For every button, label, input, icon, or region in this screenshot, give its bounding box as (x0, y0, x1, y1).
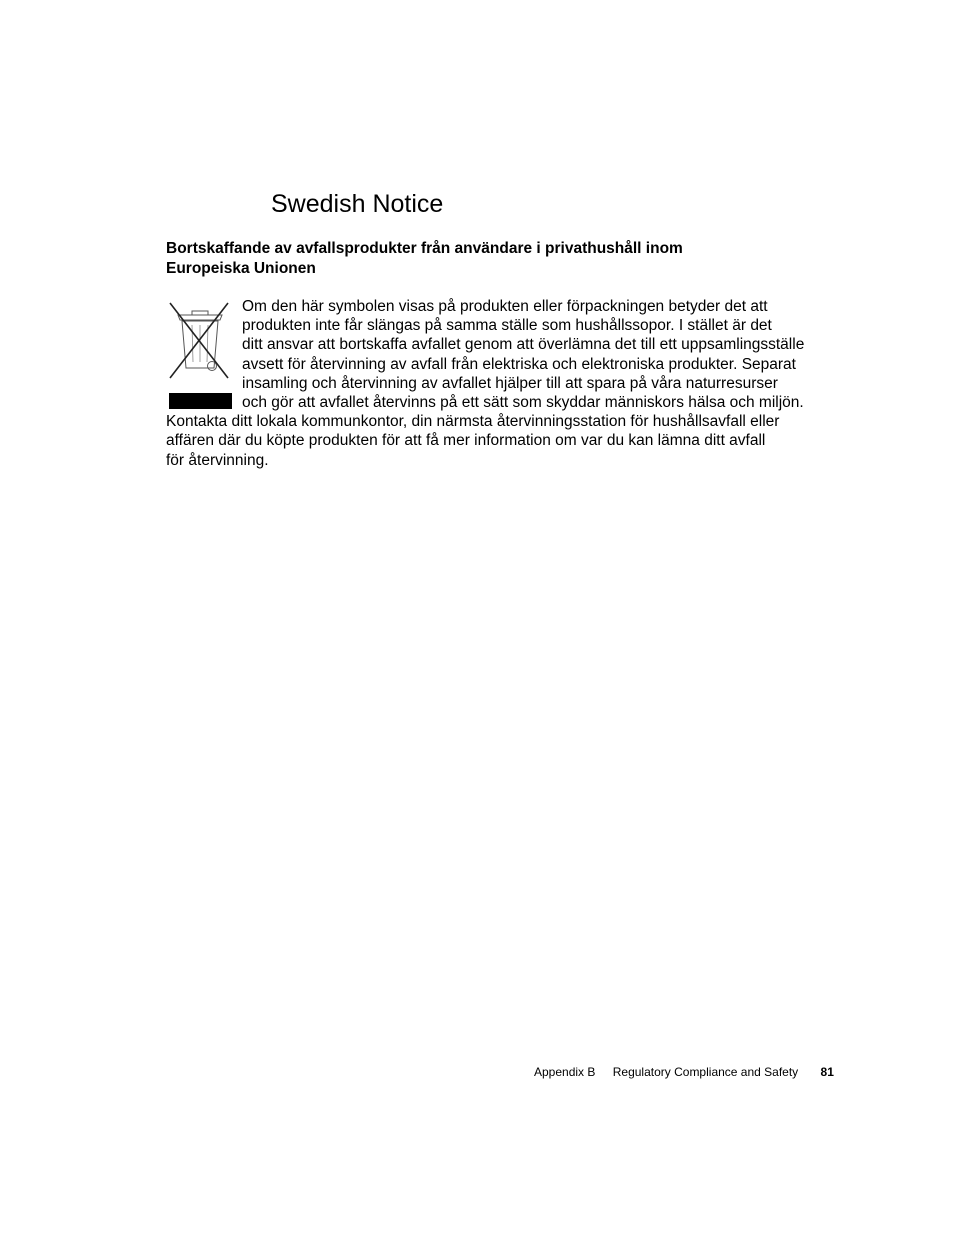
body-line: för återvinning. (166, 451, 269, 469)
section-heading-line: Bortskaffande av avfallsprodukter från användare i privathushåll inom (166, 240, 683, 257)
footer-appendix: Appendix B (534, 1065, 596, 1079)
section-heading (166, 239, 766, 279)
footer-section-title: Regulatory Compliance and Safety (612, 1065, 799, 1079)
notice-body (166, 297, 846, 470)
body-line: ditt ansvar att bortskaffa avfallet genom att överlämna det till ett uppsamlingsställe (242, 336, 805, 354)
body-line: insamling och återvinning av avfallet hjälper till att spara på våra naturresurser (242, 374, 778, 392)
body-line: affären där du köpte produkten för att få mer information om var du kan lämna ditt avfall (166, 432, 766, 450)
body-line: Om den här symbolen visas på produkten eller förpackningen betyder det att (242, 298, 768, 315)
body-line: och gör att avfallet återvinns på ett sätt som skyddar människors hälsa och miljön. (242, 394, 804, 412)
body-line: produkten inte får slängas på samma ställe som hushållssopor. I stället är det (242, 317, 772, 335)
section-heading-line: Europeiska Unionen (166, 260, 316, 277)
page-footer (534, 1064, 834, 1080)
body-line: avsett för återvinning av avfall från elektriska och elektroniska produkter. Separat (242, 355, 796, 373)
page-number: 81 (820, 1065, 834, 1079)
page-title: Swedish Notice (271, 190, 444, 218)
body-line: Kontakta ditt lokala kommunkontor, din närmsta återvinningsstation för hushållsavfall eller (166, 413, 780, 431)
